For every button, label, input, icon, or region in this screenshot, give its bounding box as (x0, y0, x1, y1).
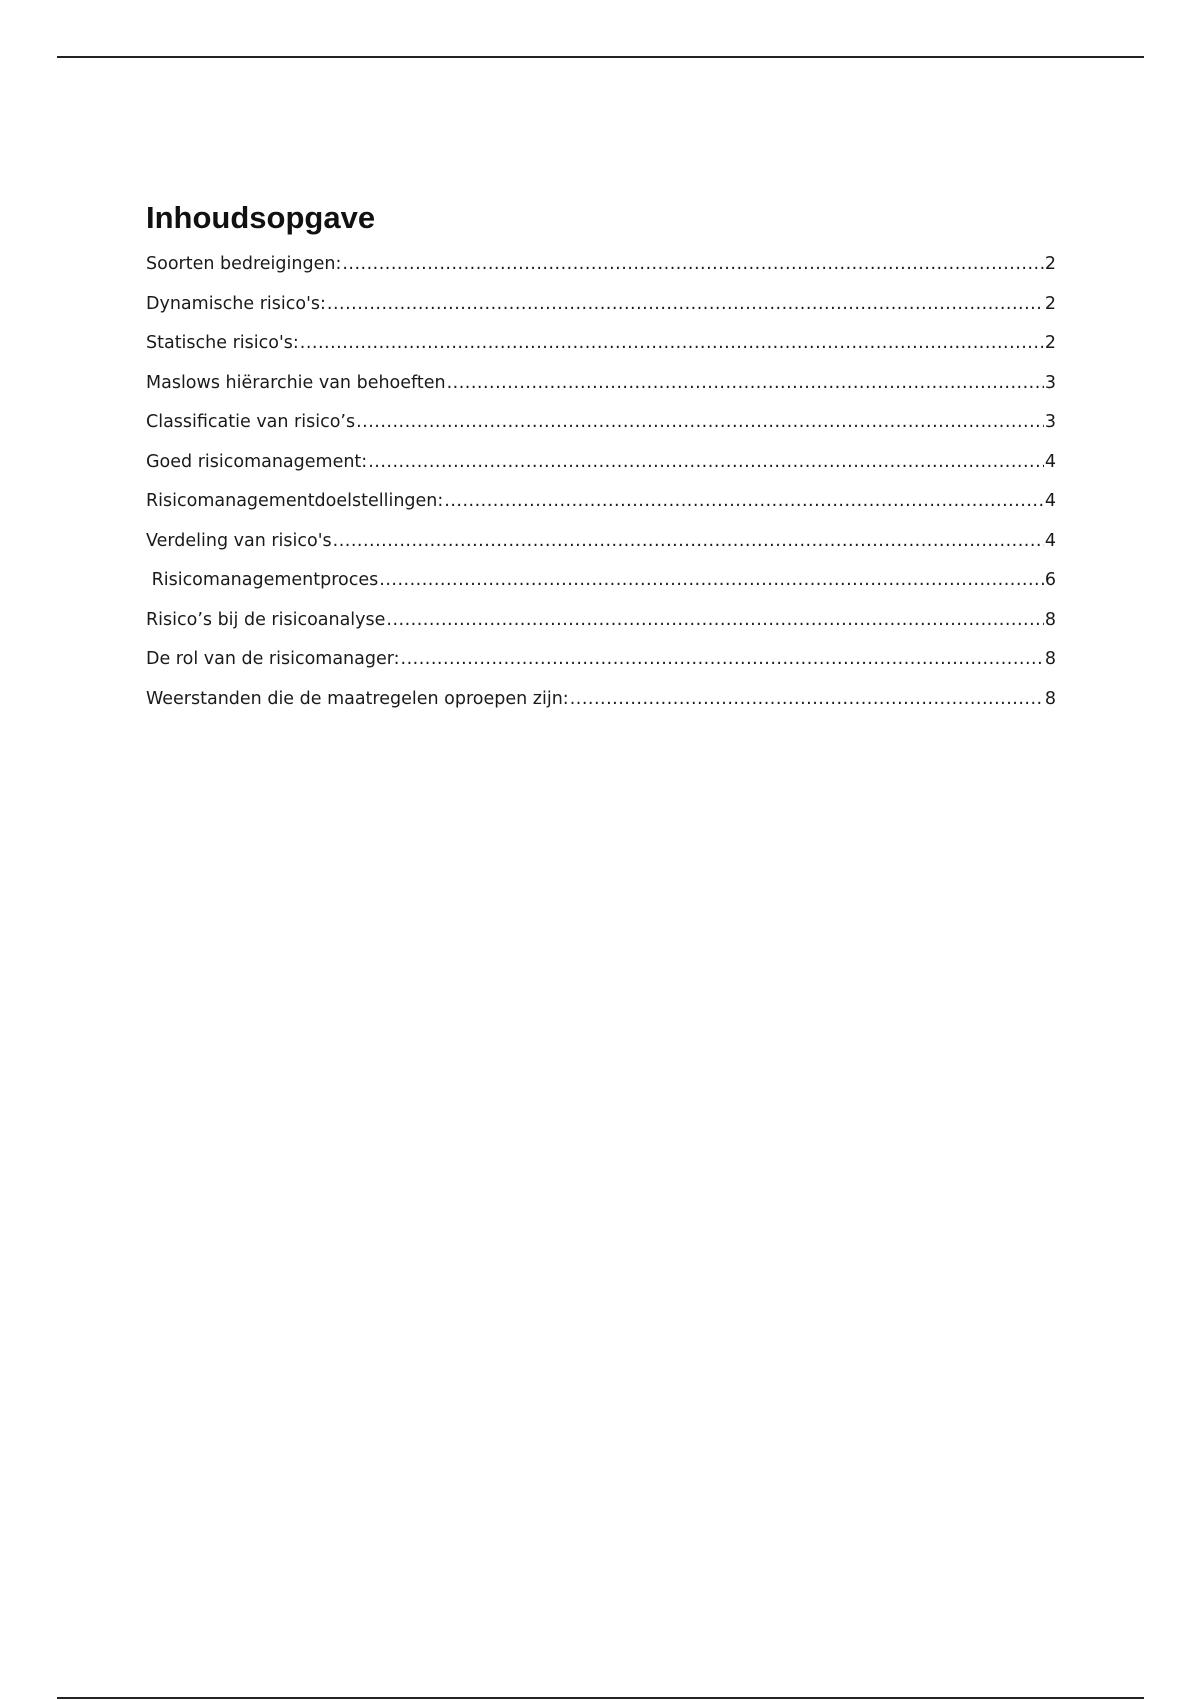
toc-entry[interactable] (146, 649, 1056, 689)
toc-entry-page: 6 (1044, 570, 1056, 590)
toc-entry-page: 3 (1044, 372, 1056, 393)
toc-entry[interactable] (146, 452, 1056, 492)
toc-entry[interactable] (146, 412, 1056, 452)
toc-entry-label: Risicomanagementdoelstellingen: (146, 491, 444, 511)
toc-entry-label: Risico’s bij de risicoanalyse (146, 609, 386, 630)
toc-entry[interactable] (146, 254, 1056, 294)
toc-dot-leader (368, 452, 1044, 472)
toc-entry-page: 8 (1044, 609, 1056, 630)
toc-dot-leader (356, 412, 1044, 432)
toc-entry[interactable] (146, 333, 1056, 373)
toc-entry[interactable] (146, 491, 1056, 531)
toc-entry[interactable] (146, 610, 1056, 650)
toc-dot-leader (386, 610, 1043, 630)
header-rule (57, 56, 1144, 58)
toc-dot-leader (342, 254, 1044, 274)
toc-dot-leader (570, 689, 1044, 709)
toc-dot-leader (447, 373, 1044, 393)
toc-entry-label: Risicomanagementproces (146, 570, 379, 590)
toc-entry-page: 4 (1044, 530, 1056, 551)
toc-dot-leader (333, 531, 1044, 551)
toc-entry[interactable] (146, 570, 1056, 610)
table-of-contents (146, 196, 1056, 728)
toc-list (146, 254, 1056, 728)
toc-entry-page: 2 (1044, 333, 1056, 353)
toc-entry-page: 8 (1044, 649, 1056, 669)
toc-entry[interactable] (146, 373, 1056, 413)
toc-entry-page: 8 (1044, 688, 1056, 709)
toc-dot-leader (444, 491, 1044, 511)
toc-dot-leader (379, 570, 1044, 590)
toc-entry-page: 3 (1044, 412, 1056, 432)
toc-entry-label: Statische risico's: (146, 333, 299, 353)
toc-entry-label: De rol van de risicomanager: (146, 649, 400, 669)
toc-entry-page: 2 (1044, 293, 1056, 314)
toc-dot-leader (401, 649, 1044, 669)
toc-entry-label: Weerstanden die de maatregelen oproepen zijn: (146, 688, 569, 709)
toc-entry[interactable] (146, 531, 1056, 571)
toc-title: Inhoudsopgave (146, 200, 376, 235)
toc-dot-leader (327, 294, 1044, 314)
toc-entry-label: Maslows hiërarchie van behoeften (146, 372, 446, 393)
toc-entry-label: Verdeling van risico's (146, 530, 332, 551)
toc-entry-label: Dynamische risico's: (146, 293, 326, 314)
toc-entry-label: Soorten bedreigingen: (146, 254, 342, 274)
footer-rule (57, 1697, 1144, 1699)
toc-entry-page: 4 (1044, 491, 1056, 511)
toc-entry-page: 4 (1044, 451, 1056, 472)
toc-entry-label: Goed risicomanagement: (146, 451, 368, 472)
toc-entry[interactable] (146, 689, 1056, 729)
toc-entry-label: Classificatie van risico’s (146, 412, 356, 432)
toc-entry-page: 2 (1044, 254, 1056, 274)
toc-dot-leader (300, 333, 1044, 353)
toc-entry[interactable] (146, 294, 1056, 334)
